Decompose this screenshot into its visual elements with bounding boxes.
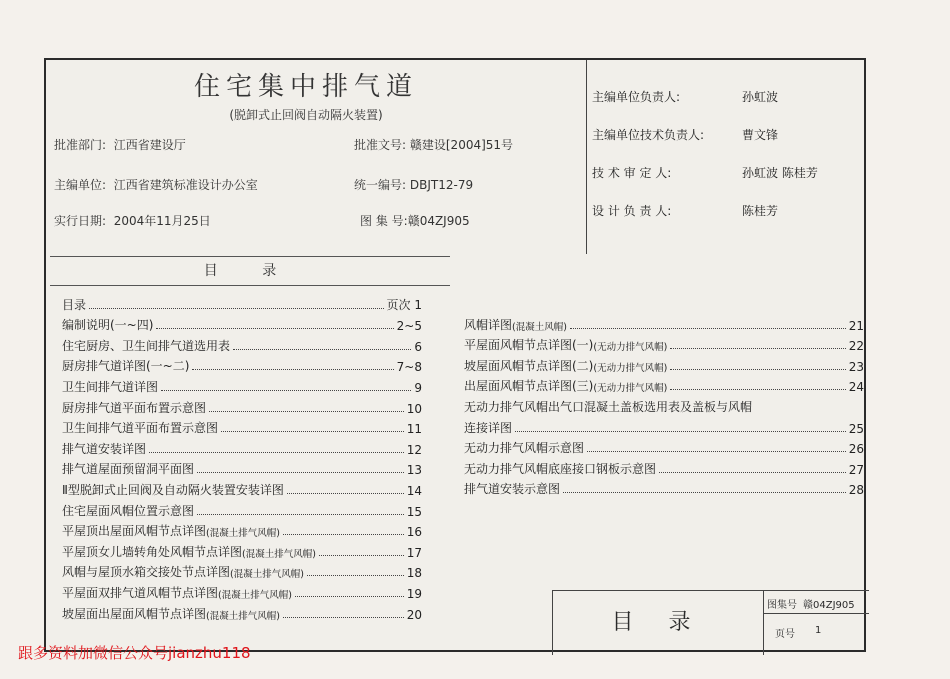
toc-entry-note: (混凝土排气风帽) xyxy=(218,589,292,601)
toc-entry xyxy=(62,313,422,334)
toc-entry-note: (混凝土排气风帽) xyxy=(206,528,280,540)
responsible-3: 技 术 审 定 人: 孙虹波 陈桂芳 xyxy=(592,166,818,180)
toc-entry-title: 住宅厨房、卫生间排气道选用表 xyxy=(62,338,231,353)
editor-unit: 主编单位: 江西省建筑标准设计办公室 xyxy=(54,178,258,192)
toc-page-number: 14 xyxy=(406,483,422,498)
toc-page-number: 23 xyxy=(848,359,864,374)
toc-entry-title: 坡屋面出屋面风帽节点详图 xyxy=(62,606,207,621)
toc-leader-dots xyxy=(89,308,384,309)
toc-entry xyxy=(62,292,422,313)
toc-leader-dots xyxy=(659,472,846,473)
toc-leader-dots xyxy=(192,369,393,370)
toc-entry xyxy=(464,374,864,395)
toc-entry-title: 风帽详图 xyxy=(464,317,513,332)
toc-entry xyxy=(62,498,422,519)
toc-page-number: 13 xyxy=(406,463,422,478)
toc-leader-dots xyxy=(197,472,404,473)
page-label: 页号 xyxy=(775,629,795,640)
responsible-4: 设 计 负 责 人: 陈桂芳 xyxy=(592,204,779,218)
toc-page-number: 10 xyxy=(406,401,422,416)
toc-leader-dots xyxy=(149,452,404,453)
toc-leader-dots xyxy=(670,389,845,390)
toc-left-column xyxy=(62,292,422,622)
toc-leader-dots xyxy=(221,431,404,432)
toc-page-number: 26 xyxy=(848,442,864,457)
toc-entry xyxy=(464,312,864,333)
toc-entry-note: (混凝土排气风帽) xyxy=(206,610,280,622)
toc-entry-title: 出屋面风帽节点详图(三) xyxy=(464,379,594,394)
toc-entry-title: 排气道屋面预留洞平面图 xyxy=(62,462,195,477)
toc-entry-title: 平屋面双排气道风帽节点详图 xyxy=(62,585,219,600)
toc-page-number: 11 xyxy=(406,422,422,437)
toc-entry-title: 坡屋面风帽节点详图(二) xyxy=(464,358,594,373)
toc-entry-title: 排气道安装详图 xyxy=(62,441,147,456)
toc-entry xyxy=(62,374,422,395)
toc-entry-title: 住宅屋面风帽位置示意图 xyxy=(62,503,195,518)
toc-leader-dots xyxy=(670,348,845,349)
toc-entry xyxy=(62,436,422,457)
effective-date: 实行日期: 2004年11月25日 xyxy=(54,214,211,228)
toc-entry-title: 无动力排气风帽出气口混凝土盖板选用表及盖板与风帽 xyxy=(464,399,753,414)
toc-entry xyxy=(464,477,864,498)
toc-heading: 目 录 xyxy=(50,256,450,286)
toc-page-number: 20 xyxy=(406,607,422,622)
toc-leader-dots xyxy=(319,555,404,556)
toc-entry xyxy=(62,395,422,416)
atlas-number: 图 集 号:赣04ZJ905 xyxy=(360,214,470,228)
atlas-value: 赣04ZJ905 xyxy=(803,600,855,611)
document-subtitle: (脱卸式止回阀自动隔火装置) xyxy=(229,108,383,122)
toc-right-column xyxy=(464,312,864,497)
page-value: 1 xyxy=(815,625,822,636)
toc-page-number: 2~5 xyxy=(396,319,422,334)
toc-entry-note: (无动力排气风帽) xyxy=(593,383,668,395)
responsible-1: 主编单位负责人: 孙虹波 xyxy=(592,90,779,104)
toc-entry xyxy=(62,457,422,478)
toc-leader-dots xyxy=(197,514,404,515)
toc-leader-dots xyxy=(233,349,411,350)
toc-entry xyxy=(464,436,864,457)
toc-entry-note: (混凝土排气风帽) xyxy=(242,548,316,560)
title-divider xyxy=(586,60,587,254)
footer-rule xyxy=(763,613,869,614)
toc-entry-title: 风帽与屋顶水箱交接处节点详图 xyxy=(62,565,231,580)
toc-entry xyxy=(62,333,422,354)
toc-page-number: 9 xyxy=(414,380,422,395)
toc-entry-title: 卫生间排气道详图 xyxy=(62,379,159,394)
toc-entry-title: 平屋顶出屋面风帽节点详图 xyxy=(62,524,207,539)
toc-leader-dots xyxy=(161,390,411,391)
toc-page-number: 18 xyxy=(406,566,422,581)
toc-entry xyxy=(62,560,422,581)
toc-entry xyxy=(62,539,422,560)
toc-page-number: 16 xyxy=(406,525,422,540)
toc-page-number: 12 xyxy=(406,442,422,457)
toc-entry-title: 目录 xyxy=(62,297,87,312)
toc-entry-title: 排气道安装示意图 xyxy=(464,482,561,497)
toc-entry-note: (混凝土风帽) xyxy=(512,321,567,333)
toc-page-number: 28 xyxy=(848,483,864,498)
toc-page-number: 24 xyxy=(848,380,864,395)
toc-page-number: 19 xyxy=(406,586,422,601)
toc-entry-note: (无动力排气风帽) xyxy=(593,362,668,374)
toc-entry xyxy=(62,354,422,375)
toc-page-number: 25 xyxy=(848,421,864,436)
atlas-label: 图集号 xyxy=(767,600,797,611)
toc-entry xyxy=(62,580,422,601)
toc-page-number: 17 xyxy=(406,545,422,560)
toc-page-number: 6 xyxy=(414,339,422,354)
footer-title: 目 录 xyxy=(611,610,705,635)
toc-entry-title: 厨房排气道详图(一~二) xyxy=(62,359,190,374)
toc-entry xyxy=(62,477,422,498)
toc-page-number: 页次 1 xyxy=(386,297,422,312)
toc-entry-title: 编制说明(一~四) xyxy=(62,318,154,333)
toc-leader-dots xyxy=(156,328,393,329)
toc-leader-dots xyxy=(670,369,845,370)
toc-entry-title: 无动力排气风帽底座接口钢板示意图 xyxy=(464,461,657,476)
toc-leader-dots xyxy=(307,575,404,576)
toc-entry xyxy=(62,416,422,437)
toc-page-number: 15 xyxy=(406,504,422,519)
drawing-sheet xyxy=(44,58,866,652)
toc-leader-dots xyxy=(283,534,404,535)
toc-entry xyxy=(464,394,864,415)
document-title: 住宅集中排气道 xyxy=(193,72,418,102)
responsible-2: 主编单位技术负责人: 曹文锋 xyxy=(592,128,779,142)
toc-leader-dots xyxy=(283,617,404,618)
toc-leader-dots xyxy=(563,492,846,493)
title-block xyxy=(46,60,868,254)
toc-entry-title: 平屋顶女儿墙转角处风帽节点详图 xyxy=(62,544,243,559)
toc-entry-title: 厨房排气道平面布置示意图 xyxy=(62,400,207,415)
unified-number: 统一编号: DBJT12-79 xyxy=(354,178,474,192)
toc-entry xyxy=(62,601,422,622)
toc-entry-note: (混凝土排气风帽) xyxy=(230,569,304,581)
toc-entry-note: (无动力排气风帽) xyxy=(593,342,668,354)
sheet-footer xyxy=(552,590,869,655)
toc-leader-dots xyxy=(295,596,404,597)
toc-entry-title: Ⅱ型脱卸式止回阀及自动隔火装置安装详图 xyxy=(62,482,284,497)
toc-entry xyxy=(464,333,864,354)
toc-page-number: 21 xyxy=(848,318,864,333)
toc-leader-dots xyxy=(570,328,846,329)
approval-dept: 批准部门: 江西省建设厅 xyxy=(54,138,186,152)
toc-leader-dots xyxy=(287,493,404,494)
toc-entry xyxy=(464,456,864,477)
toc-page-number: 22 xyxy=(848,339,864,354)
watermark-text: 跟多资料加微信公众号jianzhu118 xyxy=(18,644,251,662)
toc-entry-title: 连接详图 xyxy=(464,420,513,435)
toc-entry xyxy=(62,519,422,540)
footer-divider xyxy=(763,591,764,655)
toc-page-number: 7~8 xyxy=(396,360,422,375)
toc-entry-title: 平屋面风帽节点详图(一) xyxy=(464,338,594,353)
toc-entry-title: 卫生间排气道平面布置示意图 xyxy=(62,421,219,436)
toc-page-number: 27 xyxy=(848,462,864,477)
approval-doc: 批准文号: 赣建设[2004]51号 xyxy=(354,138,514,152)
toc-leader-dots xyxy=(209,411,404,412)
toc-leader-dots xyxy=(515,431,846,432)
toc-entry xyxy=(464,353,864,374)
toc-entry xyxy=(464,415,864,436)
toc-entry-title: 无动力排气风帽示意图 xyxy=(464,441,585,456)
toc-leader-dots xyxy=(587,451,846,452)
